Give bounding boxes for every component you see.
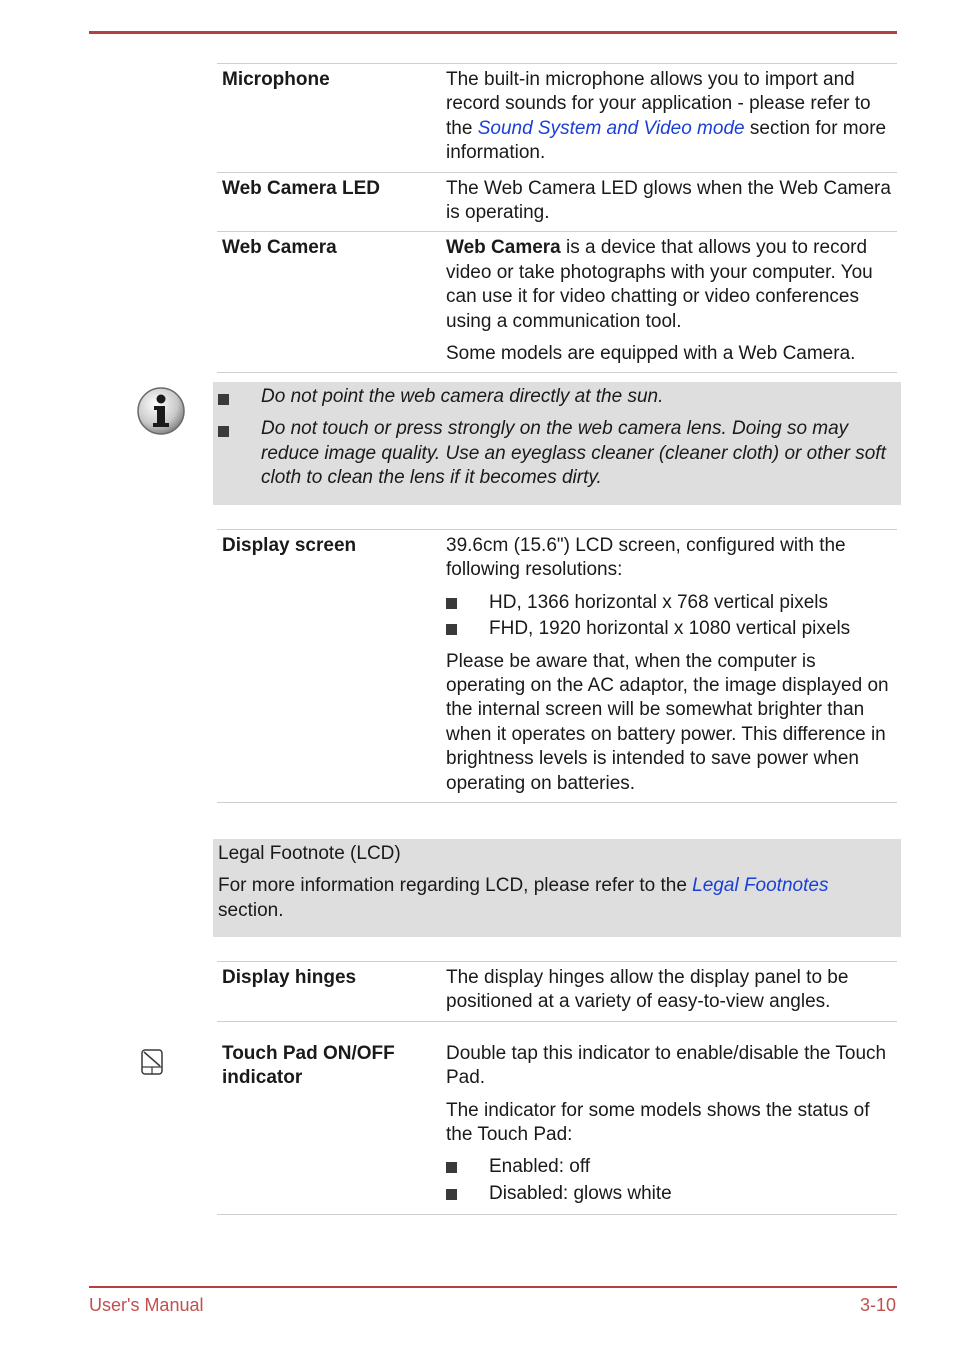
legal-footnotes-link[interactable]: Legal Footnotes: [692, 875, 829, 897]
header-rule: [89, 31, 897, 34]
features-table-3: [217, 961, 897, 1215]
list-item: HD, 1366 horizontal x 768 vertical pixels: [446, 591, 897, 615]
desc-microphone: [441, 68, 897, 166]
desc-display-screen: [441, 534, 897, 796]
table-row-touch-pad-indicator: [217, 1021, 897, 1215]
term-microphone: Microphone: [222, 69, 330, 90]
desc-text: The indicator for some models shows the status of the Touch Pad:: [446, 1099, 870, 1146]
desc-touch-pad-indicator: [441, 1042, 897, 1208]
info-icon: [136, 386, 186, 436]
list-item: Disabled: glows white: [446, 1182, 897, 1206]
features-table-1: [217, 63, 897, 373]
desc-text: Double tap this indicator to enable/disable the Touch Pad.: [446, 1042, 887, 1089]
desc-text: Please be aware that, when the computer is operating on the AC adaptor, the image displayed on the internal screen will be somewhat brighter than when it operates on battery power. This difference in brightness levels is intended to save power when operating on batteries.: [446, 650, 889, 794]
table-row-web-camera-led: [217, 172, 897, 232]
desc-web-camera-led: [441, 177, 897, 226]
page-number: 3-10: [859, 1295, 896, 1315]
desc-text: 39.6cm (15.6") LCD screen, configured with the following resolutions:: [446, 535, 846, 581]
desc-text: The Web Camera LED glows when the Web Camera is operating.: [446, 177, 891, 224]
touchpad-icon: [140, 1048, 166, 1078]
features-table-2: [217, 529, 897, 803]
term-web-camera-led: Web Camera LED: [222, 177, 381, 199]
footer-title: User's Manual: [89, 1295, 204, 1315]
table-row-display-hinges: [217, 961, 897, 1021]
desc-text: The built-in microphone allows you to import and record sounds for your application - please refer to the: [446, 69, 871, 139]
note-item: Do not touch or press strongly on the web camera lens. Doing so may reduce image quality. Use an eyeglass cleaner (cleaner cloth) or other soft cloth to clean the lens if it becomes dirty.: [261, 417, 895, 490]
note-item: Do not point the web camera directly at the sun.: [261, 385, 895, 409]
legal-note-title: Legal Footnote (LCD): [218, 843, 401, 864]
table-row-display-screen: [217, 529, 897, 803]
term-display-screen: Display screen: [222, 535, 357, 556]
sound-system-link[interactable]: Sound System and Video mode: [477, 117, 745, 139]
term-touch-pad-indicator: Touch Pad ON/OFF indicator: [222, 1042, 395, 1089]
table-row-microphone: [217, 63, 897, 172]
info-note: [213, 382, 901, 505]
desc-text: section for more information.: [446, 117, 887, 164]
legal-note-text: For more information regarding LCD, please refer to the: [218, 875, 693, 897]
desc-display-hinges: [441, 966, 897, 1015]
table-row-web-camera: [217, 231, 897, 373]
desc-web-camera: [441, 236, 897, 366]
legal-note-text: section.: [218, 899, 284, 921]
legal-footnote-note: [213, 839, 901, 937]
desc-text: is a device that allows you to record video or take photographs with your computer. You can use it for video chatting or video conferences using a communication tool.: [446, 237, 873, 332]
desc-text: Some models are equipped with a Web Camera.: [446, 343, 856, 365]
term-web-camera: Web Camera: [222, 237, 337, 259]
desc-text: The display hinges allow the display panel to be positioned at a variety of easy-to-view angles.: [446, 967, 849, 1013]
list-item: Enabled: off: [446, 1155, 897, 1179]
footer-rule: [89, 1286, 897, 1288]
list-item: FHD, 1920 horizontal x 1080 vertical pixels: [446, 617, 897, 641]
desc-bold: Web Camera: [446, 237, 561, 259]
term-display-hinges: Display hinges: [222, 967, 357, 988]
